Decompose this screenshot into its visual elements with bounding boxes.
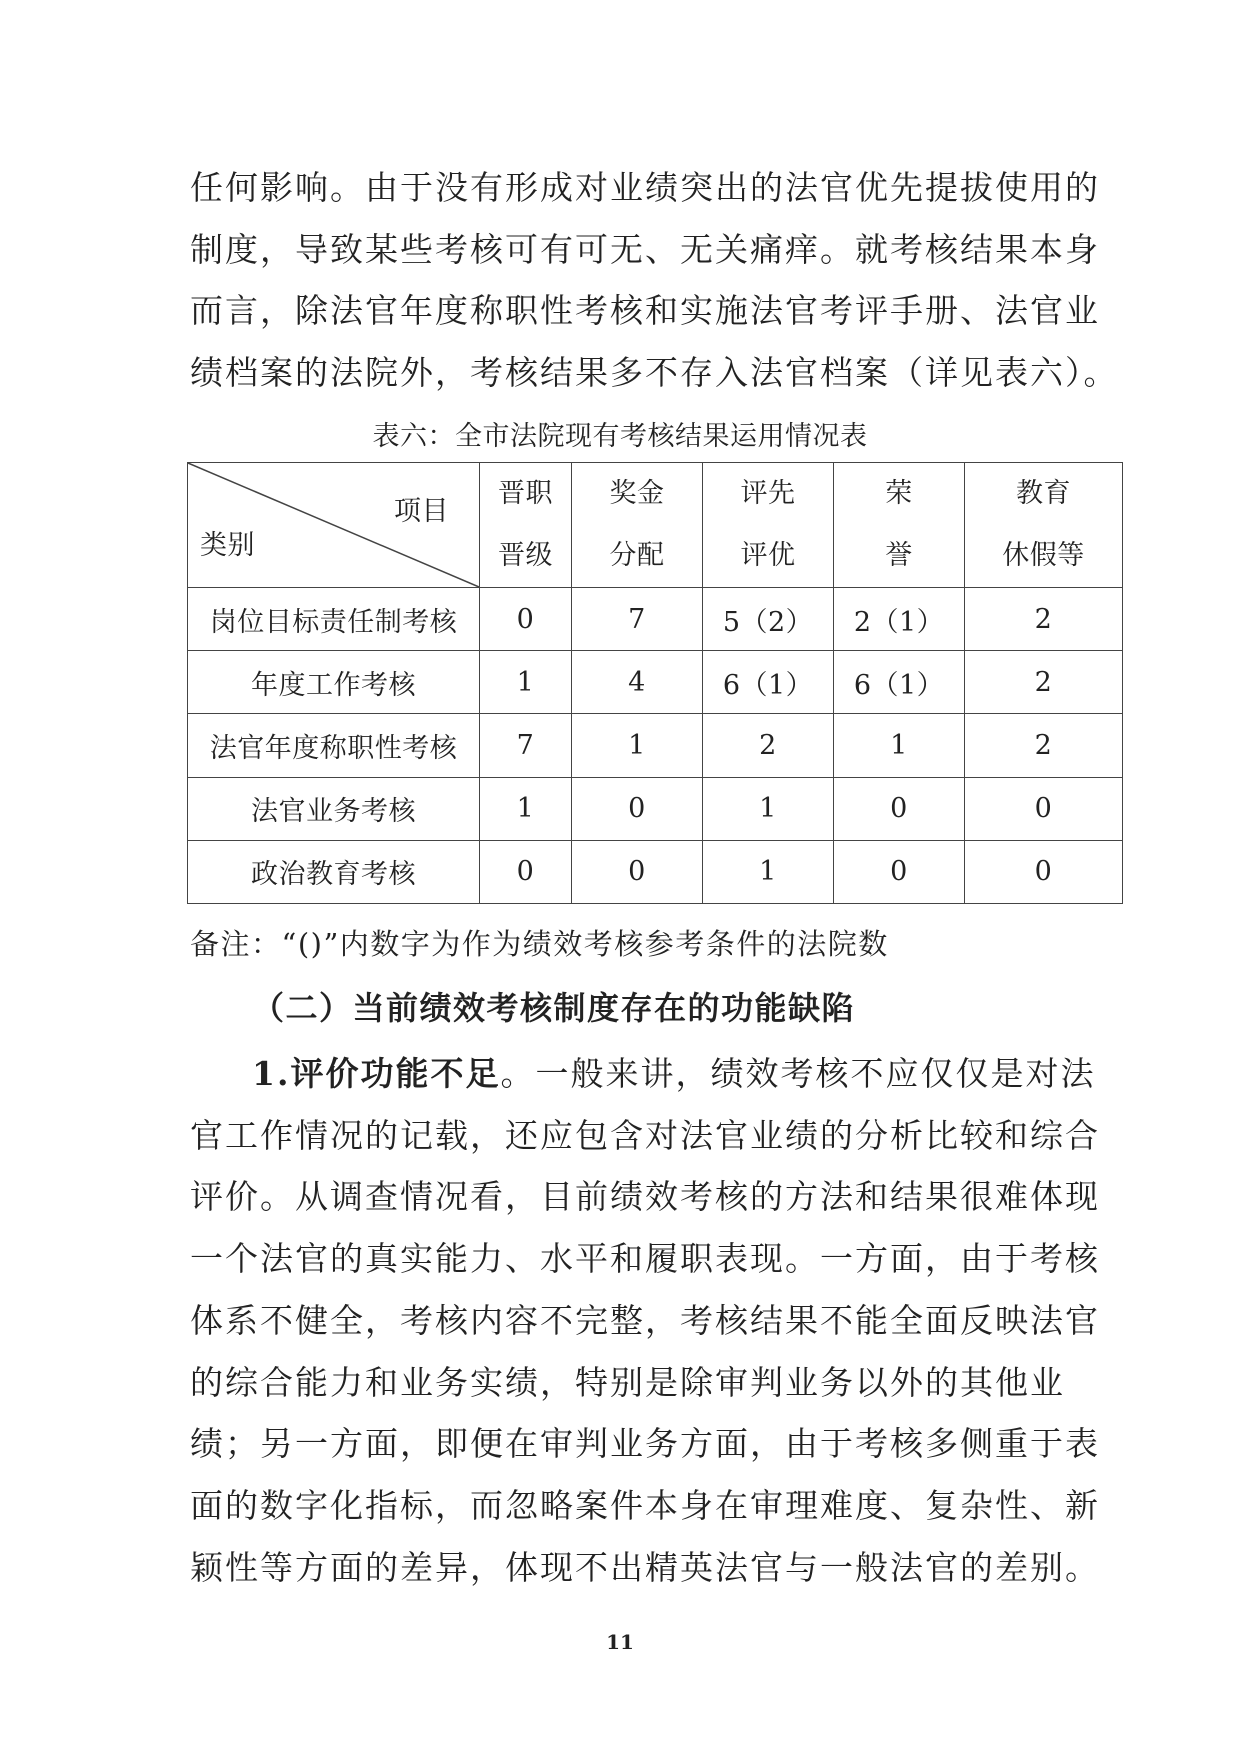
- paragraph-lead-rest: 。一般来讲，绩效考核不应仅仅是对法: [500, 1054, 1096, 1093]
- table-row: [188, 777, 1123, 840]
- row-label: 法官年度称职性考核: [188, 714, 480, 777]
- table-cell: 2: [703, 714, 834, 777]
- body-paragraph: [190, 1043, 1100, 1598]
- table-row: [188, 840, 1123, 903]
- table-cell: 0: [572, 840, 703, 903]
- paragraph-line: 绩；另一方面，即便在审判业务方面，由于考核多侧重于表: [190, 1424, 1100, 1464]
- section-heading: （二）当前绩效考核制度存在的功能缺陷: [252, 989, 856, 1027]
- table-cell: 2: [965, 588, 1123, 651]
- table-row: [188, 651, 1123, 714]
- table-header-row: [188, 463, 1123, 588]
- row-label: 法官业务考核: [188, 777, 480, 840]
- paragraph-line: 颖性等方面的差异，体现不出精英法官与一般法官的差别。: [190, 1547, 1100, 1587]
- paragraph-line: 的综合能力和业务实绩，特别是除审判业务以外的其他业: [190, 1362, 1065, 1402]
- table-cell: 0: [480, 840, 572, 903]
- column-header: 晋职 晋级: [480, 463, 572, 588]
- corner-item-label: 项目: [394, 496, 449, 527]
- paragraph-first-line: [190, 1043, 1096, 1105]
- intro-paragraph: [190, 157, 1119, 404]
- paragraph-line: 官工作情况的记载，还应包含对法官业绩的分析比较和综合: [190, 1115, 1100, 1155]
- table-cell: 6（1）: [834, 651, 965, 714]
- column-header: 荣 誉: [834, 463, 965, 588]
- table-cell: 2: [965, 651, 1123, 714]
- table-corner-cell: [188, 463, 480, 588]
- table-cell: 0: [965, 840, 1123, 903]
- table-cell: 1: [703, 777, 834, 840]
- table-cell: 1: [703, 840, 834, 903]
- paragraph-line: 制度，导致某些考核可有可无、无关痛痒。就考核结果本身: [190, 229, 1100, 269]
- row-label: 政治教育考核: [188, 840, 480, 903]
- table-cell: 5（2）: [703, 588, 834, 651]
- table-cell: 1: [834, 714, 965, 777]
- table-cell: 6（1）: [703, 651, 834, 714]
- paragraph-line: 一个法官的真实能力、水平和履职表现。一方面，由于考核: [190, 1239, 1100, 1279]
- paragraph-line: 体系不健全，考核内容不完整，考核结果不能全面反映法官: [190, 1300, 1100, 1340]
- table-cell: 0: [965, 777, 1123, 840]
- table-note: 备注：“()”内数字为作为绩效考核参考条件的法院数: [190, 927, 889, 961]
- row-label: 年度工作考核: [188, 651, 480, 714]
- column-header: 教育 休假等: [965, 463, 1123, 588]
- table-cell: 0: [834, 840, 965, 903]
- paragraph-lead-bold: 1.评价功能不足: [252, 1054, 501, 1093]
- table-cell: 7: [480, 714, 572, 777]
- table-cell: 4: [572, 651, 703, 714]
- page-number: 11: [606, 1630, 634, 1654]
- table-caption: 表六：全市法院现有考核结果运用情况表: [372, 421, 868, 452]
- column-header: 评先 评优: [703, 463, 834, 588]
- paragraph-line: 任何影响。由于没有形成对业绩突出的法官优先提拔使用的: [190, 168, 1100, 207]
- table-row: [188, 714, 1123, 777]
- table-cell: 0: [572, 777, 703, 840]
- table-cell: 1: [480, 651, 572, 714]
- table-cell: 0: [480, 588, 572, 651]
- paragraph-line: 评价。从调查情况看，目前绩效考核的方法和结果很难体现: [190, 1177, 1100, 1217]
- column-header: 奖金 分配: [572, 463, 703, 588]
- table-cell: 0: [834, 777, 965, 840]
- table-cell: 2: [965, 714, 1123, 777]
- table-cell: 1: [572, 714, 703, 777]
- row-label: 岗位目标责任制考核: [188, 588, 480, 651]
- assessment-results-table: [187, 462, 1123, 904]
- table-row: [188, 588, 1123, 651]
- paragraph-line: 而言，除法官年度称职性考核和实施法官考评手册、法官业: [190, 291, 1100, 331]
- table-cell: 1: [480, 777, 572, 840]
- paragraph-line: 面的数字化指标，而忽略案件本身在审理难度、复杂性、新: [190, 1485, 1100, 1525]
- table-cell: 2（1）: [834, 588, 965, 651]
- corner-category-label: 类别: [200, 530, 255, 561]
- table-cell: 7: [572, 588, 703, 651]
- paragraph-line: 绩档案的法院外，考核结果多不存入法官档案（详见表六）。: [190, 353, 1119, 393]
